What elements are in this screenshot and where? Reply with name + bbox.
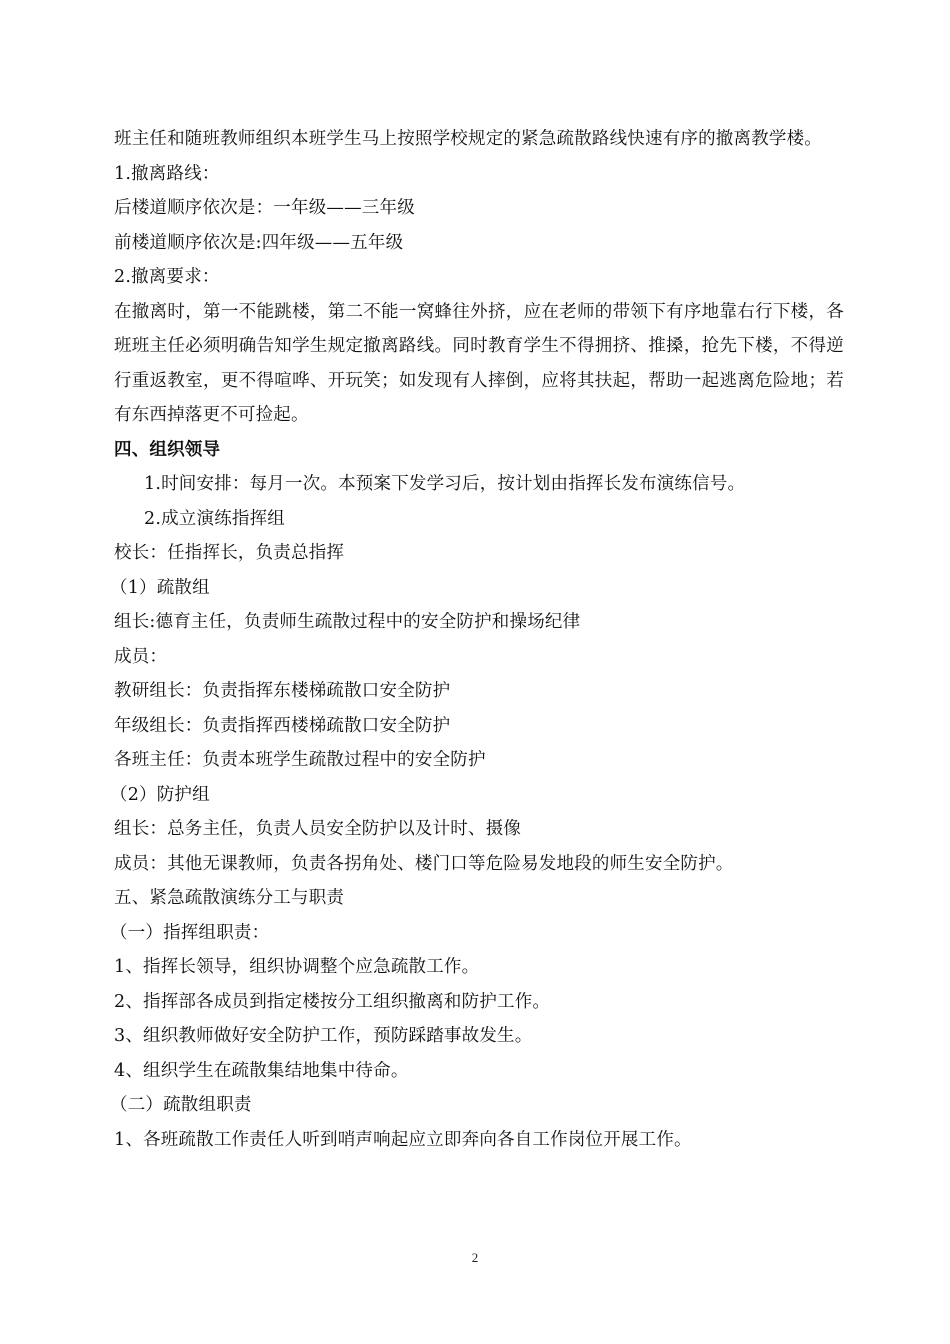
member-grade-leader: 年级组长：负责指挥西楼梯疏散口安全防护 [114,715,451,736]
paragraph-evacuation-intro: 班主任和随班教师组织本班学生马上按照学校规定的紧急疏散路线快速有序的撤离教学楼。 [114,129,822,149]
front-stairs-order: 前楼道顺序依次是:四年级——五年级 [114,232,404,253]
member-class-teachers: 各班主任：负责本班学生疏散过程中的安全防护 [114,750,486,770]
protection-group-members: 成员：其他无课教师，负责各拐角处、楼门口等危险易发地段的师生安全防护。 [114,853,734,874]
item-time-arrangement: 1.时间安排：每月一次。本预案下发学习后，按计划由指挥长发布演练信号。 [144,474,746,494]
section-heading-organization: 四、组织领导 [114,439,221,460]
subheading-evacuation-duties: （二）疏散组职责 [110,1095,252,1115]
paragraph-evacuation-requirements: 在撤离时，第一不能跳楼，第二不能一窝蜂往外挤，应在老师的带领下有序地靠右行下楼，各班班主任必须明确告知学生规定撤离路线。同时教育学生不得拥挤、推搡，抢先下楼，不得逆行重返教室，更不得喧哗、开玩笑；如发现有人摔倒，应将其扶起，帮助一起逃离危险地；若有东西掉落更不可捡起。 [114,301,844,425]
member-research-leader: 教研组长：负责指挥东楼梯疏散口安全防护 [114,681,451,701]
command-duty-4: 4、组织学生在疏散集结地集中待命。 [114,1060,409,1081]
evacuation-duty-1: 1、各班疏散工作责任人听到哨声响起应立即奔向各自工作岗位开展工作。 [114,1129,692,1150]
section-heading-duties: 五、紧急疏散演练分工与职责 [114,888,345,908]
item-evacuation-requirements: 2.撤离要求： [114,267,220,287]
subheading-command-duties: （一）指挥组职责： [110,922,270,943]
document-body [110,122,844,1157]
item-command-group: 2.成立演练指挥组 [144,508,285,529]
item-evacuation-route: 1.撤离路线： [114,163,220,184]
subheading-evacuation-group: （1）疏散组 [110,577,210,598]
command-duty-3: 3、组织教师做好安全防护工作，预防踩踏事故发生。 [114,1026,533,1046]
subheading-protection-group: （2）防护组 [110,784,210,805]
principal-role: 校长：任指挥长，负责总指挥 [114,543,345,563]
evacuation-group-leader: 组长:德育主任，负责师生疏散过程中的安全防护和操场纪律 [114,612,581,632]
command-duty-2: 2、指挥部各成员到指定楼按分工组织撤离和防护工作。 [114,991,551,1012]
back-stairs-order: 后楼道顺序依次是：一年级——三年级 [114,198,415,218]
command-duty-1: 1、指挥长领导，组织协调整个应急疏散工作。 [114,957,480,977]
protection-group-leader: 组长：总务主任，负责人员安全防护以及计时、摄像 [114,819,522,839]
page-number: 2 [471,1250,479,1265]
members-label: 成员： [114,646,168,667]
